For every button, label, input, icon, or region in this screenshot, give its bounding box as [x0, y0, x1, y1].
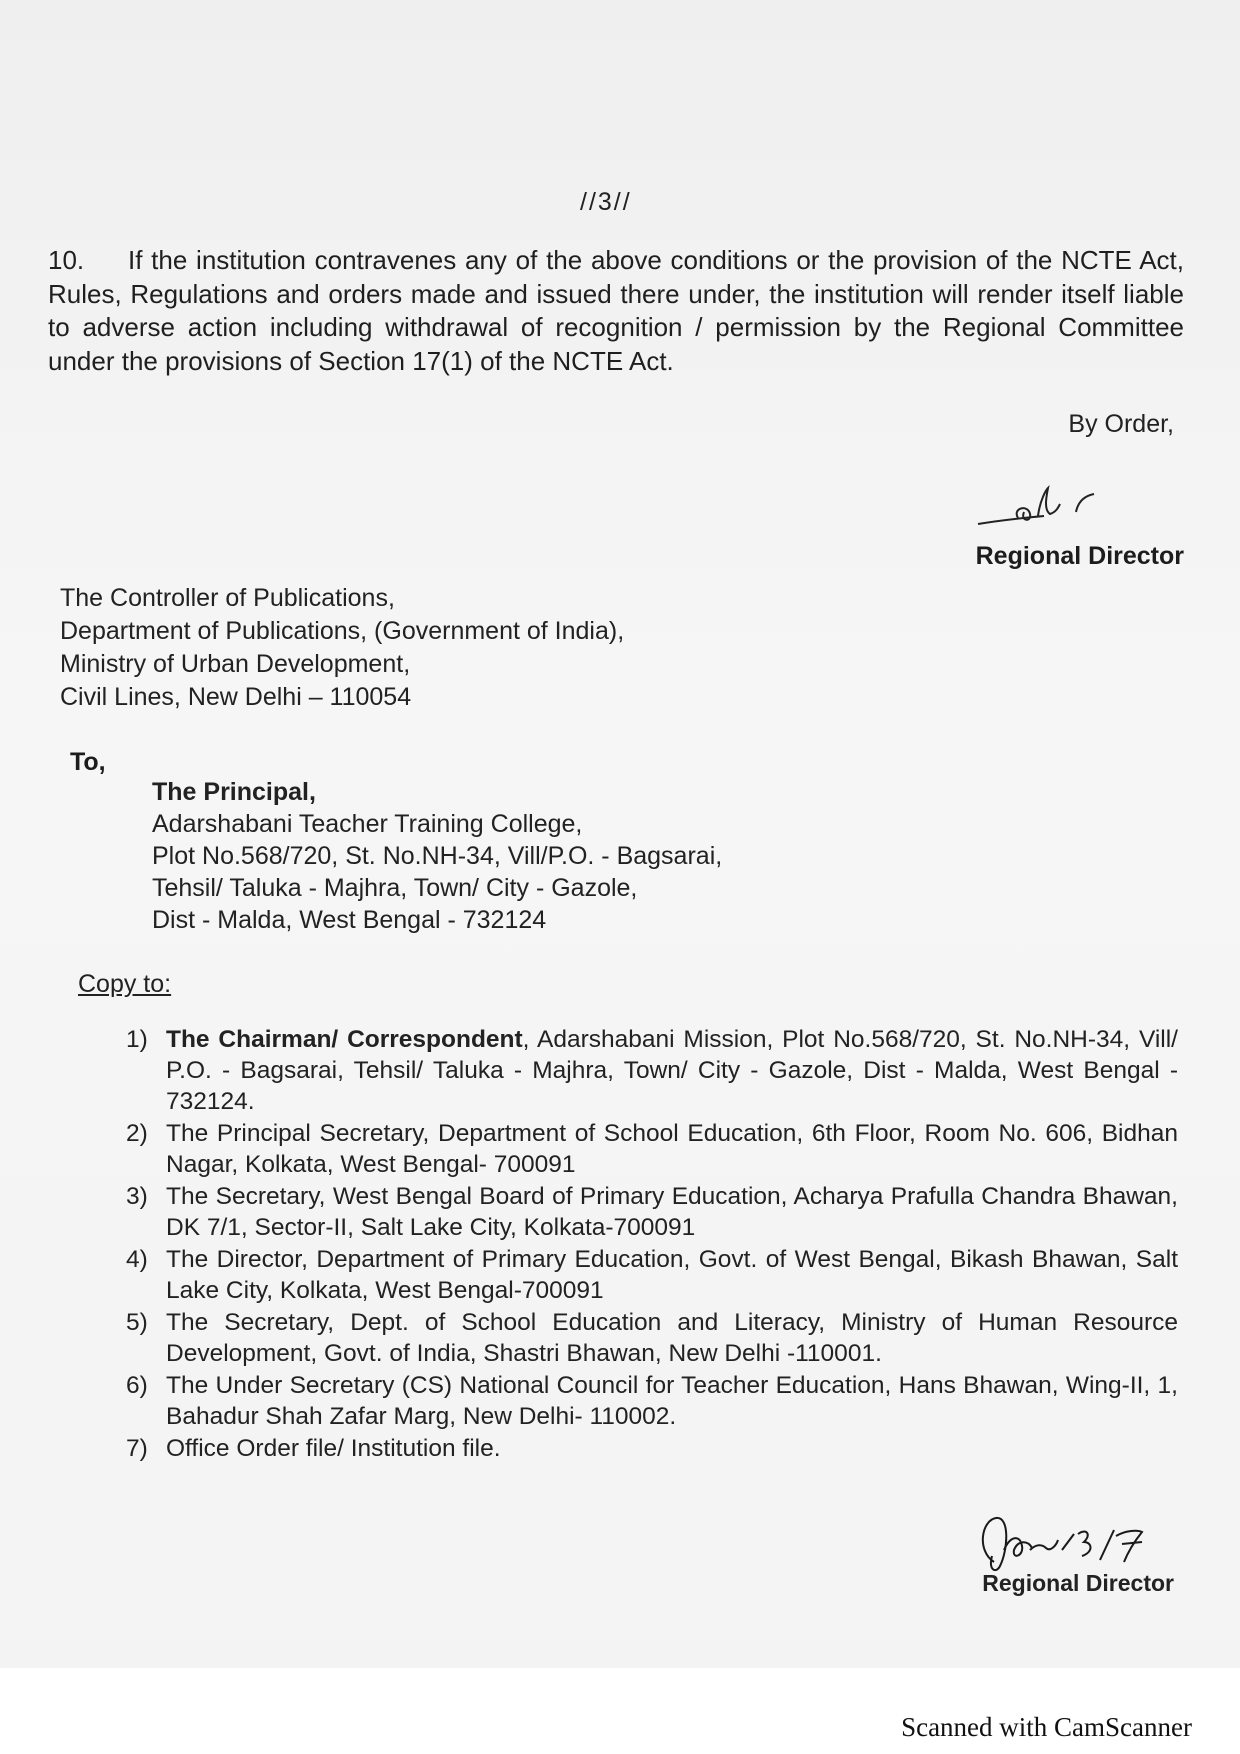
- list-item: [118, 1433, 1178, 1464]
- signature-designation: Regional Director: [982, 1570, 1174, 1596]
- list-item: [118, 1370, 1178, 1432]
- copy-to-label: Copy to:: [78, 970, 172, 998]
- address-line: Adarshabani Teacher Training College,: [152, 810, 583, 838]
- list-marker: 1): [126, 1026, 148, 1053]
- list-marker: 2): [126, 1120, 148, 1147]
- address-line: Dist - Malda, West Bengal - 732124: [152, 906, 547, 934]
- controller-address: [60, 582, 624, 714]
- copy-to-list: [118, 1024, 1178, 1465]
- list-marker: 4): [126, 1246, 148, 1273]
- list-item-text: The Principal Secretary, Department of School Education, 6th Floor, Room No. 606, Bidhan Nagar, Kolkata, West Bengal- 700091: [166, 1120, 1178, 1178]
- list-item: [118, 1024, 1178, 1117]
- designation-regional-director: Regional Director: [975, 542, 1184, 570]
- list-item: [118, 1118, 1178, 1180]
- list-item-lead: The Chairman/ Correspondent: [166, 1026, 523, 1053]
- page-number: //3//: [580, 188, 632, 216]
- list-item: [118, 1181, 1178, 1243]
- list-item-text: The Under Secretary (CS) National Council for Teacher Education, Hans Bhawan, Wing-II, 1, Bahadur Shah Zafar Marg, New Delhi- 110002.: [166, 1372, 1178, 1430]
- recipient-title: The Principal,: [152, 778, 316, 806]
- list-item-text: The Secretary, Dept. of School Education and Literacy, Ministry of Human Resource Development, Govt. of India, Shastri Bhawan, New Delhi -110001.: [166, 1309, 1178, 1367]
- clause-text: If the institution contravenes any of the above conditions or the provision of the NCTE Act, Rules, Regulations and orders made and issued there under, the institution will render itself liable to adverse action including withdrawal of recognition / permission by the Regional Committee under the provisions of Section 17(1) of the NCTE Act.: [48, 245, 1184, 376]
- address-line: Plot No.568/720, St. No.NH-34, Vill/P.O. - Bagsarai,: [152, 842, 723, 870]
- clause-paragraph: [48, 244, 1184, 378]
- address-line: Civil Lines, New Delhi – 110054: [60, 683, 412, 711]
- address-line: The Controller of Publications,: [60, 584, 395, 612]
- list-item-text: Office Order file/ Institution file.: [166, 1435, 501, 1462]
- address-line: Department of Publications, (Government of India),: [60, 617, 625, 645]
- sd-signature-mark: [972, 482, 1112, 538]
- list-item-text: , Adarshabani Mission, Plot No.568/720, St. No.NH-34, Vill/ P.O. - Bagsarai, Tehsil/ Taluka - Majhra, Town/ City - Gazole, Dist - Malda, West Bengal - 732124.: [166, 1026, 1178, 1115]
- clause-number: 10.: [48, 245, 85, 275]
- list-item-text: The Director, Department of Primary Education, Govt. of West Bengal, Bikash Bhawan, Salt Lake City, Kolkata, West Bengal-700091: [166, 1246, 1178, 1304]
- address-line: Tehsil/ Taluka - Majhra, Town/ City - Gazole,: [152, 874, 638, 902]
- list-item: [118, 1244, 1178, 1306]
- list-marker: 3): [126, 1183, 148, 1210]
- list-marker: 7): [126, 1435, 148, 1462]
- to-label: To,: [70, 748, 106, 776]
- list-marker: 6): [126, 1372, 148, 1399]
- list-item: [118, 1307, 1178, 1369]
- list-marker: 5): [126, 1309, 148, 1336]
- camscanner-watermark: Scanned with CamScanner: [901, 1712, 1192, 1742]
- address-line: Ministry of Urban Development,: [60, 650, 411, 678]
- list-item-text: The Secretary, West Bengal Board of Primary Education, Acharya Prafulla Chandra Bhawan, DK 7/1, Sector-II, Salt Lake City, Kolkata-700091: [166, 1183, 1178, 1241]
- by-order-text: By Order,: [1068, 410, 1174, 438]
- recipient-address: [152, 776, 722, 936]
